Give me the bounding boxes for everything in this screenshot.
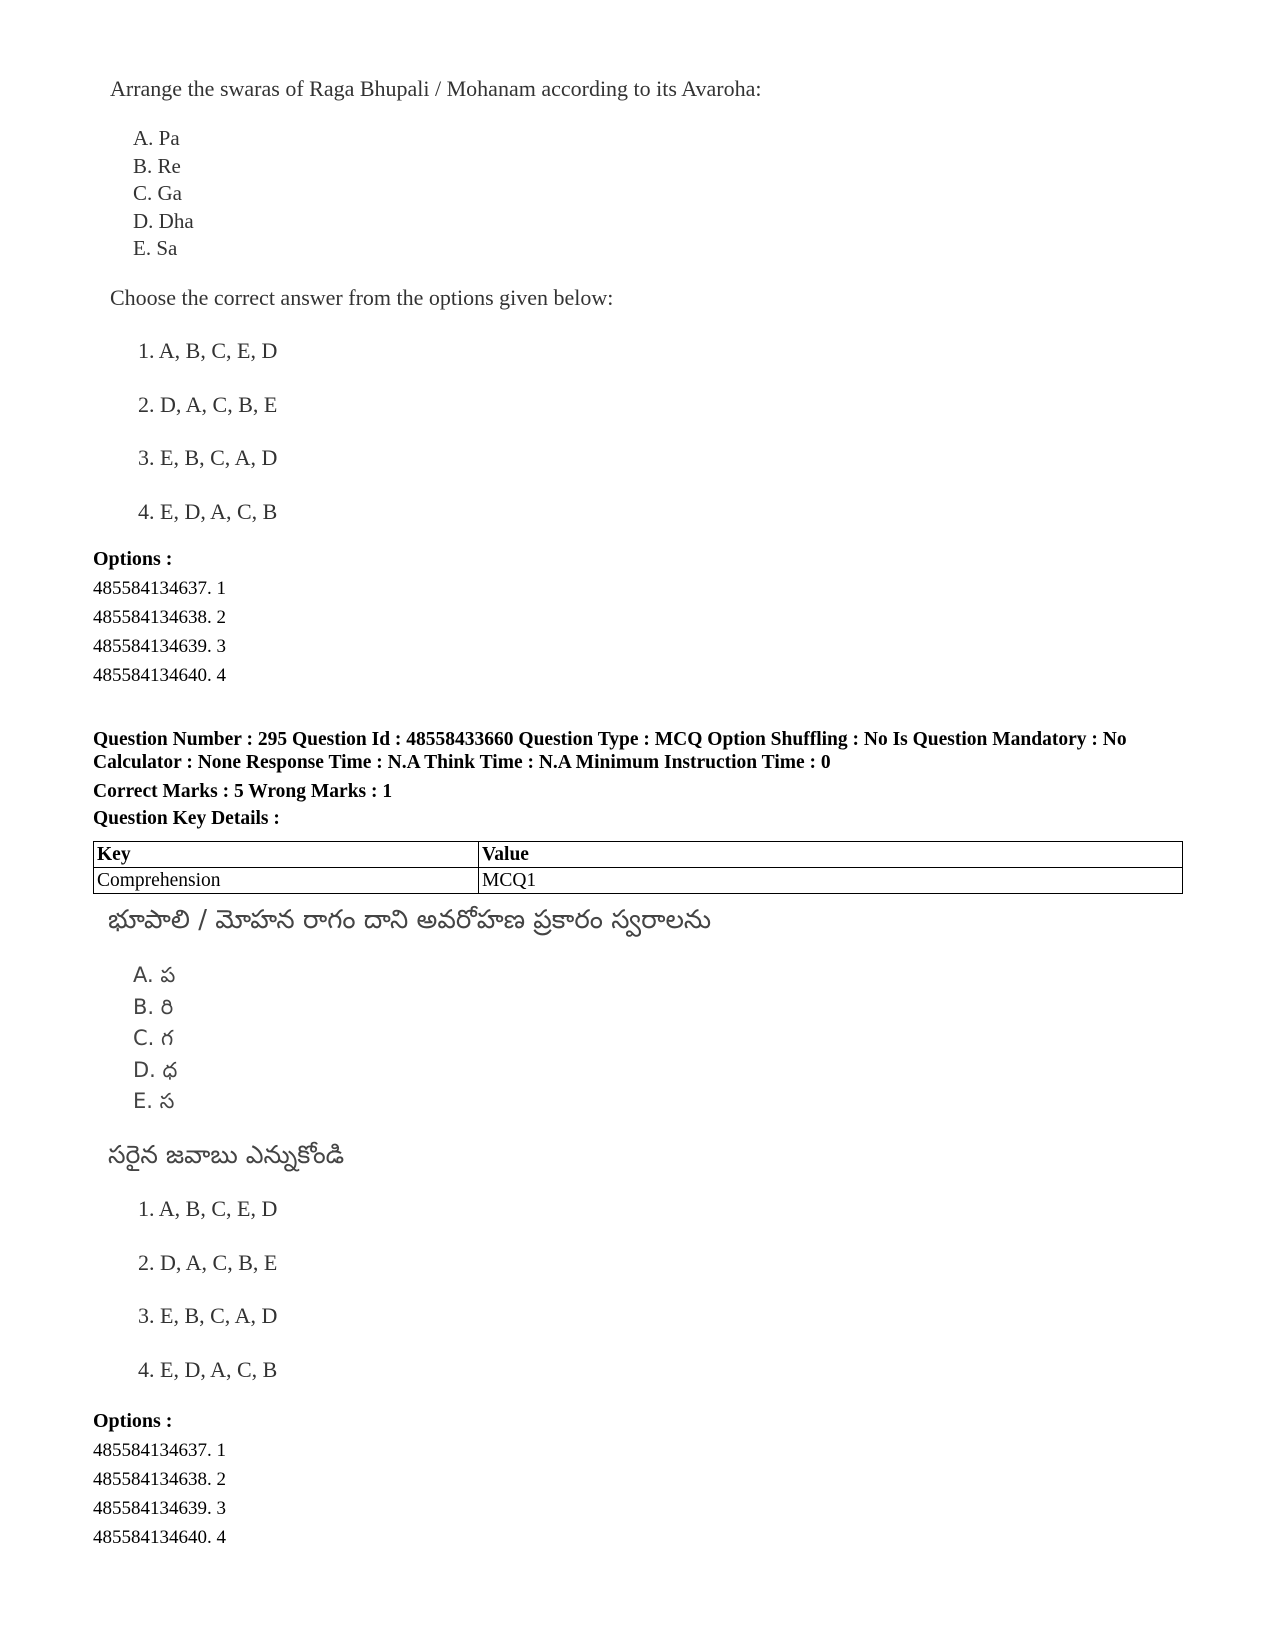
list-item: B. రి	[133, 994, 174, 1019]
table-header-key: Key	[94, 842, 479, 868]
table-header-row	[94, 842, 1183, 868]
list-item: B. Re	[133, 153, 181, 178]
option-row: 485584134639. 3	[93, 636, 226, 657]
table-header-value: Value	[479, 842, 1183, 868]
list-item: D. ధ	[133, 1057, 178, 1082]
choice-item: 1. A, B, C, E, D	[138, 338, 278, 363]
option-row: 485584134639. 3	[93, 1498, 226, 1519]
question-1-title: Arrange the swaras of Raga Bhupali / Mohanam according to its Avaroha:	[110, 76, 762, 101]
question-meta: Question Number : 295 Question Id : 48558433660 Question Type : MCQ Option Shuffling : No Is Question Mandatory : No Calculator : None Response Time : N.A Think Time : N.A Minimum Instruction Time : 0	[93, 729, 1127, 773]
question-2-choices	[138, 1194, 277, 1408]
option-row: 485584134638. 2	[93, 607, 226, 628]
options-label: Options :	[93, 1410, 173, 1432]
choice-item: 3. E, B, C, A, D	[138, 1303, 278, 1328]
option-row: 485584134637. 1	[93, 1440, 226, 1461]
option-row: 485584134637. 1	[93, 578, 226, 599]
choice-item: 4. E, D, A, C, B	[138, 498, 278, 524]
choice-item: 2. D, A, C, B, E	[138, 1249, 278, 1275]
list-item: A. Pa	[133, 126, 180, 150]
question-2-title: భూపాలి / మోహన రాగం దాని అవరోహణ ప్రకారం స్వరాలను	[108, 905, 712, 935]
question-2-prompt: సరైన జవాబు ఎన్నుకోండి	[108, 1140, 345, 1169]
options-label: Options :	[93, 548, 173, 570]
list-item: E. స	[133, 1089, 175, 1113]
list-item: D. Dha	[133, 208, 194, 233]
question-2-items	[133, 960, 177, 1118]
options-list	[93, 574, 226, 690]
key-details-table	[93, 841, 1183, 894]
marks-line: Correct Marks : 5 Wrong Marks : 1	[93, 781, 393, 802]
choice-item: 3. E, B, C, A, D	[138, 445, 278, 470]
question-1-choices	[138, 336, 277, 550]
list-item: A. ప	[133, 963, 176, 987]
option-row: 485584134638. 2	[93, 1469, 226, 1490]
option-row: 485584134640. 4	[93, 665, 226, 686]
options-list	[93, 1436, 226, 1552]
table-row	[94, 868, 1183, 894]
choice-item: 1. A, B, C, E, D	[138, 1196, 278, 1221]
list-item: C. గ	[133, 1026, 174, 1050]
key-details-label: Question Key Details :	[93, 808, 280, 829]
list-item: C. Ga	[133, 181, 182, 205]
option-row: 485584134640. 4	[93, 1527, 226, 1548]
choice-item: 4. E, D, A, C, B	[138, 1356, 278, 1382]
question-1-items	[133, 125, 194, 263]
table-cell-key: Comprehension	[94, 868, 479, 894]
table-cell-value: MCQ1	[479, 868, 1183, 894]
question-1-prompt: Choose the correct answer from the options given below:	[110, 285, 614, 310]
choice-item: 2. D, A, C, B, E	[138, 391, 278, 417]
list-item: E. Sa	[133, 236, 178, 260]
